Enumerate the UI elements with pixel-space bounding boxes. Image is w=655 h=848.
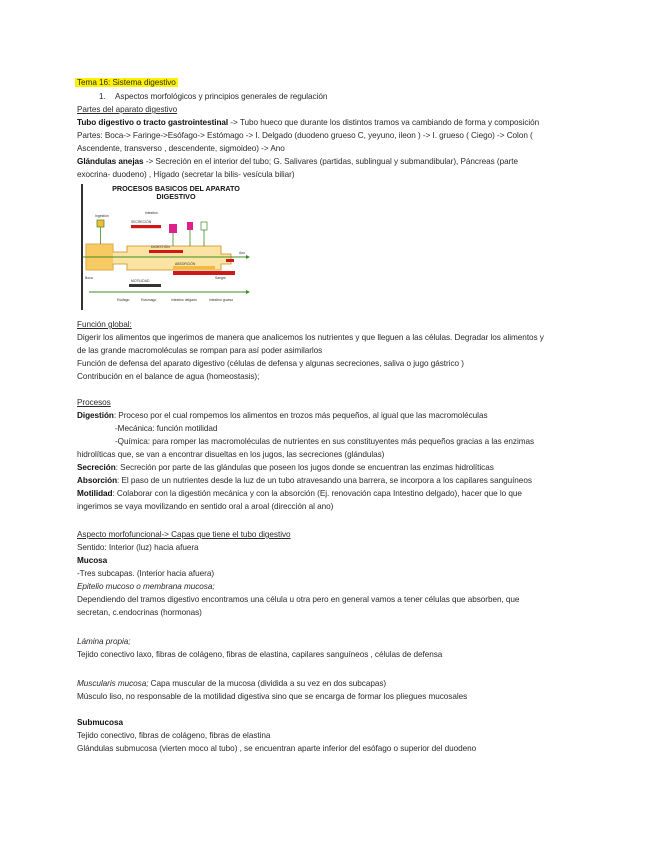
digestion-line: Digestión: Proceso por el cual rompemos los alimentos en trozos más pequeños, al igual que las macromoléculas [77,411,488,420]
function-line-3: Función de defensa del aparato digestivo (células de defensa y algunas secreciones, saliva o jugo gástrico ) [77,359,464,368]
label-blood: Sangre [215,276,226,280]
digestion-bar [149,250,183,253]
label-motility: MOTILIDAD [131,279,150,283]
absorption-bar [173,271,235,275]
label-small-intestine: Intestino delgado [171,298,197,302]
epithelium-heading: Epitelio mucoso o membrana mucosa; [77,582,215,591]
flow-arrowhead [246,255,250,259]
topic-title: Tema 16: Sistema digestivo [77,78,176,87]
parts-heading: Partes del aparato digestivo [77,105,178,114]
muscularis-line-2: Músculo liso, no responsable de la motilidad digestiva sino que se encarga de formar los pliegues mucosales [77,692,468,701]
secretion-line: Secreción: Secreción por parte de las glándulas que poseen los jugos donde se encuentran las enzimas hidrolíticas [77,463,494,472]
gallbladder [201,222,207,230]
processes-heading: Procesos [77,398,111,407]
chemical-line: -Química: para romper las macromoléculas de nutrientes en sus constituyentes más pequeños gracias a las enzimas [115,437,535,446]
mechanical-line: -Mecánica: función motilidad [115,424,218,433]
salivary-gland [97,220,104,227]
glands-line: Glándulas anejas -> Secreción en el interior del tubo; G. Salivares (partidas, sublingual y submandibular), Páncreas (parte [77,157,518,166]
digestive-processes-figure [81,184,254,310]
submucosa-line-1: Tejido conectivo, fibras de colágeno, fibras de elastina [77,731,271,740]
tube-line: Tubo digestivo o tracto gastrointestinal -> Tubo hueco que durante los distintos tramos va cambiando de forma y composición [77,118,540,127]
lamina-line: Tejido conectivo laxo, fibras de colágeno, fibras de elastina, capilares sanguíneos , células de defensa [77,650,443,659]
pancreas-gland [169,224,177,233]
label-digestion: DIGESTIÓN [151,245,170,249]
figure-diagram [81,184,254,310]
function-heading: Función global: [77,320,132,329]
label-ingestion: Ingestión [95,214,109,218]
label-stomach: Estómago [141,298,157,302]
morpho-heading: Aspecto morfofuncional-> Capas que tiene el tubo digestivo [77,530,291,539]
motility-line: Motilidad: Colaborar con la digestión mecánica y con la absorción (Ej. renovación capa Intestino delgado), hacer que lo que [77,489,522,498]
muscularis-line: Muscularis mucosa; Capa muscular de la mucosa (dividida a su vez en dos subcapas) [77,679,387,688]
secretion-bar [131,225,161,228]
tube-line-2: Partes: Boca-> Faringe->Esófago-> Estómago -> I. Delgado (duodeno grueso C, yeyuno, ileon ) -> I. grueso ( Ciego) -> Colon ( [77,131,533,140]
label-anus: Ano [239,251,246,255]
label-large-intestine: Intestino grueso [209,298,234,302]
sense-line: Sentido: Interior (luz) hacia afuera [77,543,199,552]
label-esophagus: Esófago [117,298,130,302]
liver-gland [187,222,193,230]
submucosa-line-2: Glándulas submucosa (vierten moco al tubo) , se encuentran aparte inferior del esófago o superior del duodeno [77,744,477,753]
sublayers-line: -Tres subcapas. (Interior hacia afuera) [77,569,214,578]
tube-line-3: Ascendente, transverso , descendente, sigmoideo) -> Ano [77,144,285,153]
section-1 [99,91,106,102]
motility-arrowhead [246,290,250,294]
function-line-1: Digerir los alimentos que ingerimos de manera que analicemos los nutrientes y que lleguen a las células. Degradar los alimentos y [77,333,544,342]
label-secretion: SECRECIÓN [131,220,152,224]
label-mouth: Boca [85,276,93,280]
function-line-4: Contribución en el balance de agua (homeostasis); [77,372,260,381]
section-number: 1. [99,92,106,101]
glands-line-2: exocrina- duodeno) , Hígado (secretar la bilis- vesícula biliar) [77,170,295,179]
label-absorption: ABSORCIÓN [175,262,196,266]
label-gut: Intestino [145,211,158,215]
anus-mark [226,259,234,262]
lamina-heading: Lámina propia; [77,637,131,646]
function-line-2: de las grande macromoléculas se rompan para así poder asimilarlos [77,346,323,355]
epithelium-line-2: secretan, c.endocrinas (hormonas) [77,608,202,617]
motility-line-2: ingerimos se vaya movilizando en sentido oral a aroal (dirección al ano) [77,502,334,511]
section-1-title: Aspectos morfológicos y principios generales de regulación [115,92,328,101]
mucosa-heading: Mucosa [77,556,108,565]
submucosa-heading: Submucosa [77,718,123,727]
absorption-line: Absorción: El paso de un nutrientes desde la luz de un tubo atravesando una barrera, se incorpora a los capilares sanguíneos [77,476,532,485]
absorption-highlight [173,266,215,269]
chemical-line-2: hidrolíticas que, se van a encontrar disueltas en los jugos, las secreciones (glándulas) [77,450,385,459]
figure-title: PROCESOS BASICOS DEL APARATO DIGESTIVO [112,184,240,201]
epithelium-line-1: Dependiendo del tramos digestivo encontramos una célula u otra pero en general vamos a tener células que absorben, que [77,595,520,604]
motility-bar [129,284,161,287]
